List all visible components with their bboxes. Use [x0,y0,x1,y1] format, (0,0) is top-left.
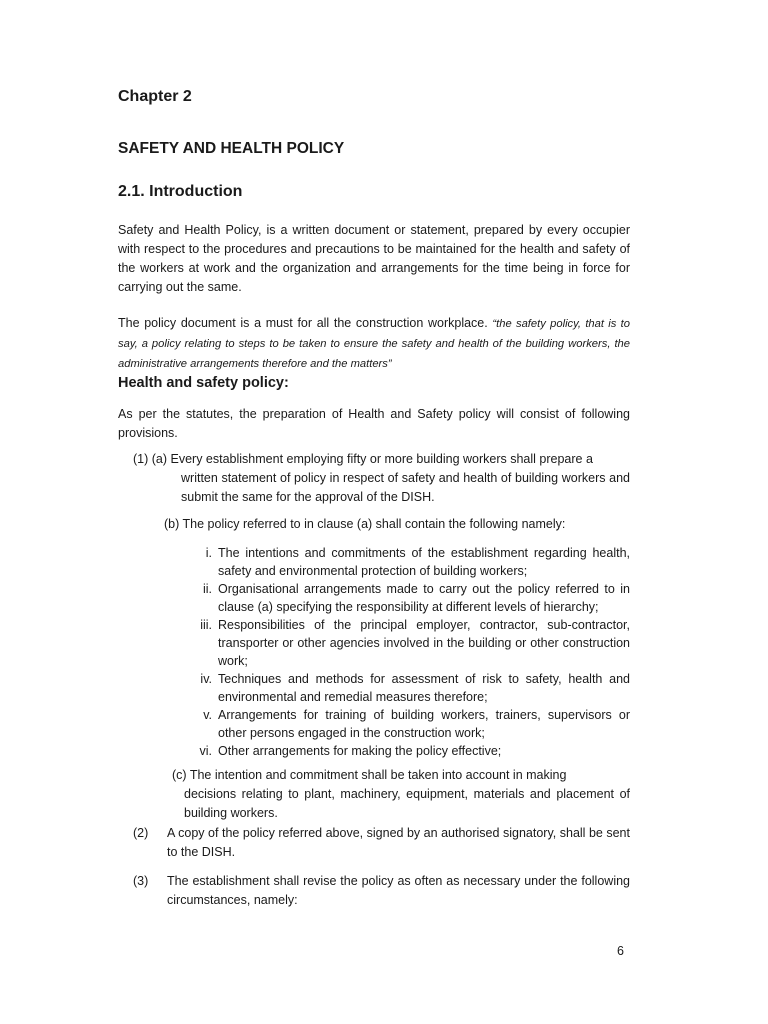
clause-2-number: (2) [133,826,149,840]
list-item [186,544,630,580]
list-item-number: iii. [200,618,212,632]
section-heading-introduction: 2.1. Introduction [118,183,243,200]
clause-1c [172,766,630,823]
list-item-text: Responsibilities of the principal employer, contractor, sub-contractor, transporter or other agencies involved in the building or other construction work; [218,618,630,668]
clause-1a-continuation: written statement of policy in respect of safety and health of building workers and submit the same for the approval of the DISH. [181,471,630,504]
list-item [186,670,630,706]
page-number: 6 [617,944,624,958]
list-item [186,706,630,742]
policy-quote: “the safety policy, that is to say, a policy relating to steps to be taken to ensure the safety and health of the building workers, the administrative arrangements therefore and the matters” [118,318,630,370]
clause-1c-continuation: decisions relating to plant, machinery, equipment, materials and placement of building workers. [184,787,630,820]
clause-3-number: (3) [133,874,149,888]
policy-paragraph-text: The policy document is a must for all the construction workplace. [118,316,488,330]
policy-title: SAFETY AND HEALTH POLICY [118,140,345,157]
clause-2-text: A copy of the policy referred above, signed by an authorised signatory, shall be sent to the DISH. [167,826,630,859]
policy-paragraph [118,314,630,374]
clause-1a [133,450,630,507]
list-item-number: ii. [202,582,212,596]
list-item-text: The intentions and commitments of the establishment regarding health, safety and environmental protection of building workers; [218,546,630,578]
intro-paragraph: Safety and Health Policy, is a written document or statement, prepared by every occupier with respect to the procedures and precautions to be maintained for the health and safety of the workers at work and the organization and arrangements for the time being in force for carrying out the same. [118,223,630,294]
list-item-number: vi. [199,744,212,758]
statutes-paragraph: As per the statutes, the preparation of Health and Safety policy will consist of following provisions. [118,407,630,440]
clause-1b: (b) The policy referred to in clause (a) shall contain the following namely: [164,517,566,531]
list-item-text: Other arrangements for making the policy effective; [218,744,502,758]
list-item-text: Organisational arrangements made to carry out the policy referred to in clause (a) specifying the responsibility at different levels of hierarchy; [218,582,630,614]
list-item-number: iv. [200,672,212,686]
chapter-heading: Chapter 2 [118,88,192,105]
list-item [186,580,630,616]
list-item [186,616,630,670]
list-item-text: Techniques and methods for assessment of risk to safety, health and environmental and remedial measures therefore; [218,672,630,704]
list-item-number: i. [205,546,212,560]
list-item-text: Arrangements for training of building workers, trainers, supervisors or other persons engaged in the construction work; [218,708,630,740]
clause-3-text: The establishment shall revise the policy as often as necessary under the following circumstances, namely: [167,874,630,907]
list-item-number: v. [203,708,212,722]
clause-1a-first-line: (1) (a) Every establishment employing fifty or more building workers shall prepare a [133,452,593,466]
subheading-health-safety-policy: Health and safety policy: [118,375,289,391]
list-item [186,742,630,760]
clause-1c-first-line: (c) The intention and commitment shall be taken into account in making [172,768,567,782]
roman-list [186,544,630,760]
